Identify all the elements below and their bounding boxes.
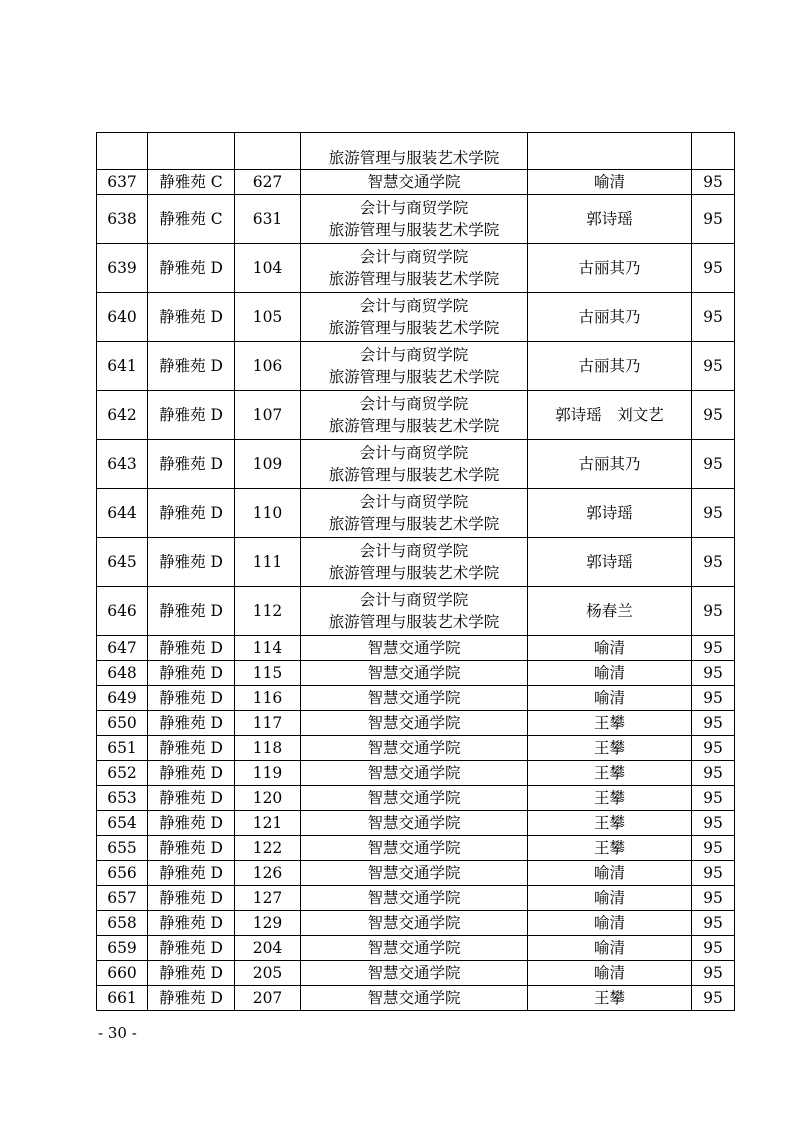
- cell-college: [301, 836, 528, 861]
- college-line: 旅游管理与服装艺术学院: [328, 270, 500, 288]
- cell-college: [301, 936, 528, 961]
- cell-id: 658: [97, 911, 148, 936]
- cell-counselor: 王攀: [528, 761, 692, 786]
- cell-room: 112: [235, 587, 301, 636]
- college-line: 智慧交通学院: [367, 989, 461, 1007]
- cell-counselor: 古丽其乃: [528, 293, 692, 342]
- table-row: [97, 886, 735, 911]
- cell-score: 95: [692, 711, 735, 736]
- cell-counselor: 郭诗瑶: [528, 489, 692, 538]
- cell-counselor: 郭诗瑶 刘文艺: [528, 391, 692, 440]
- cell-id: 652: [97, 761, 148, 786]
- cell-college: [301, 711, 528, 736]
- cell-building: 静雅苑 D: [148, 636, 235, 661]
- cell-score: 95: [692, 195, 735, 244]
- cell-building: 静雅苑 D: [148, 911, 235, 936]
- cell-building: 静雅苑 D: [148, 440, 235, 489]
- dormitory-score-table: [96, 132, 735, 1011]
- cell-room: 114: [235, 636, 301, 661]
- cell-score: 95: [692, 391, 735, 440]
- cell-room: 120: [235, 786, 301, 811]
- cell-college: 旅游管理与服装艺术学院: [301, 133, 528, 170]
- cell-id: 638: [97, 195, 148, 244]
- table-row: [97, 538, 735, 587]
- college-line: 智慧交通学院: [367, 173, 461, 191]
- cell-college: [301, 636, 528, 661]
- college-line: 智慧交通学院: [367, 814, 461, 832]
- cell-building: 静雅苑 D: [148, 936, 235, 961]
- cell-id: 649: [97, 686, 148, 711]
- table-row: [97, 195, 735, 244]
- cell-building: [148, 133, 235, 170]
- college-line: 会计与商贸学院: [359, 591, 469, 609]
- table-row: [97, 587, 735, 636]
- cell-score: 95: [692, 661, 735, 686]
- cell-building: 静雅苑 D: [148, 686, 235, 711]
- cell-college: [301, 811, 528, 836]
- cell-room: 205: [235, 961, 301, 986]
- cell-id: 656: [97, 861, 148, 886]
- cell-building: 静雅苑 C: [148, 170, 235, 195]
- cell-score: 95: [692, 861, 735, 886]
- cell-college: [301, 391, 528, 440]
- cell-id: 651: [97, 736, 148, 761]
- table-row: [97, 986, 735, 1011]
- cell-score: 95: [692, 489, 735, 538]
- college-line: 会计与商贸学院: [359, 542, 469, 560]
- cell-room: 117: [235, 711, 301, 736]
- cell-score: 95: [692, 170, 735, 195]
- table-row: [97, 836, 735, 861]
- college-line: 会计与商贸学院: [359, 395, 469, 413]
- cell-counselor: [528, 133, 692, 170]
- college-line: 智慧交通学院: [367, 739, 461, 757]
- cell-building: 静雅苑 D: [148, 391, 235, 440]
- table-row: [97, 736, 735, 761]
- cell-score: 95: [692, 440, 735, 489]
- cell-score: 95: [692, 961, 735, 986]
- cell-room: 115: [235, 661, 301, 686]
- cell-id: 639: [97, 244, 148, 293]
- college-line: 旅游管理与服装艺术学院: [328, 466, 500, 484]
- cell-id: 640: [97, 293, 148, 342]
- cell-counselor: 郭诗瑶: [528, 538, 692, 587]
- college-line: 旅游管理与服装艺术学院: [328, 613, 500, 631]
- college-line: 会计与商贸学院: [359, 346, 469, 364]
- college-line: 智慧交通学院: [367, 664, 461, 682]
- college-line: 智慧交通学院: [367, 864, 461, 882]
- cell-score: 95: [692, 936, 735, 961]
- cell-room: 127: [235, 886, 301, 911]
- table-row: [97, 761, 735, 786]
- cell-college: [301, 736, 528, 761]
- cell-college: [301, 861, 528, 886]
- cell-score: 95: [692, 986, 735, 1011]
- table-row: [97, 293, 735, 342]
- cell-counselor: 喻清: [528, 886, 692, 911]
- college-line: 智慧交通学院: [367, 714, 461, 732]
- cell-college: [301, 195, 528, 244]
- cell-score: 95: [692, 836, 735, 861]
- cell-id: 644: [97, 489, 148, 538]
- cell-id: 637: [97, 170, 148, 195]
- cell-score: 95: [692, 736, 735, 761]
- cell-id: 654: [97, 811, 148, 836]
- table-row: [97, 440, 735, 489]
- cell-room: 107: [235, 391, 301, 440]
- cell-room: 129: [235, 911, 301, 936]
- college-line: 智慧交通学院: [367, 914, 461, 932]
- cell-id: 648: [97, 661, 148, 686]
- cell-room: 118: [235, 736, 301, 761]
- cell-room: 104: [235, 244, 301, 293]
- table-row: [97, 342, 735, 391]
- cell-room: 116: [235, 686, 301, 711]
- college-line: 会计与商贸学院: [359, 199, 469, 217]
- table-row: [97, 936, 735, 961]
- cell-room: 122: [235, 836, 301, 861]
- college-line: 旅游管理与服装艺术学院: [328, 368, 500, 386]
- table-row: [97, 961, 735, 986]
- table-row: [97, 391, 735, 440]
- cell-building: 静雅苑 D: [148, 811, 235, 836]
- cell-building: 静雅苑 D: [148, 711, 235, 736]
- cell-building: 静雅苑 D: [148, 861, 235, 886]
- college-line: 会计与商贸学院: [359, 248, 469, 266]
- cell-building: 静雅苑 D: [148, 736, 235, 761]
- cell-college: [301, 170, 528, 195]
- table-row: [97, 636, 735, 661]
- cell-college: [301, 342, 528, 391]
- cell-room: 204: [235, 936, 301, 961]
- college-line: 智慧交通学院: [367, 964, 461, 982]
- cell-score: 95: [692, 686, 735, 711]
- college-line: 智慧交通学院: [367, 689, 461, 707]
- cell-score: 95: [692, 244, 735, 293]
- cell-college: [301, 786, 528, 811]
- cell-college: [301, 293, 528, 342]
- college-line: 智慧交通学院: [367, 939, 461, 957]
- cell-score: 95: [692, 761, 735, 786]
- cell-counselor: 喻清: [528, 861, 692, 886]
- college-line: 智慧交通学院: [367, 639, 461, 657]
- cell-room: 111: [235, 538, 301, 587]
- cell-score: 95: [692, 911, 735, 936]
- cell-college: [301, 661, 528, 686]
- cell-id: [97, 133, 148, 170]
- cell-score: 95: [692, 636, 735, 661]
- cell-college: [301, 489, 528, 538]
- cell-room: 105: [235, 293, 301, 342]
- cell-score: 95: [692, 342, 735, 391]
- cell-building: 静雅苑 D: [148, 244, 235, 293]
- cell-college: [301, 440, 528, 489]
- cell-college: [301, 911, 528, 936]
- cell-building: 静雅苑 D: [148, 961, 235, 986]
- college-line: 旅游管理与服装艺术学院: [328, 417, 500, 435]
- cell-building: 静雅苑 C: [148, 195, 235, 244]
- table-row: [97, 711, 735, 736]
- cell-room: 106: [235, 342, 301, 391]
- college-line: 会计与商贸学院: [359, 493, 469, 511]
- cell-building: 静雅苑 D: [148, 761, 235, 786]
- cell-id: 661: [97, 986, 148, 1011]
- cell-id: 655: [97, 836, 148, 861]
- cell-id: 660: [97, 961, 148, 986]
- cell-counselor: 王攀: [528, 811, 692, 836]
- table-row: [97, 861, 735, 886]
- cell-room: 119: [235, 761, 301, 786]
- cell-id: 650: [97, 711, 148, 736]
- cell-building: 静雅苑 D: [148, 587, 235, 636]
- cell-id: 642: [97, 391, 148, 440]
- cell-counselor: 王攀: [528, 711, 692, 736]
- college-line: 智慧交通学院: [367, 789, 461, 807]
- college-line: 旅游管理与服装艺术学院: [328, 564, 500, 582]
- cell-room: 126: [235, 861, 301, 886]
- cell-score: 95: [692, 538, 735, 587]
- cell-counselor: 杨春兰: [528, 587, 692, 636]
- cell-counselor: 郭诗瑶: [528, 195, 692, 244]
- cell-building: 静雅苑 D: [148, 489, 235, 538]
- cell-id: 645: [97, 538, 148, 587]
- college-line: 会计与商贸学院: [359, 444, 469, 462]
- table-row: [97, 244, 735, 293]
- cell-counselor: 喻清: [528, 961, 692, 986]
- cell-id: 647: [97, 636, 148, 661]
- cell-college: [301, 244, 528, 293]
- college-line: 智慧交通学院: [367, 889, 461, 907]
- cell-room: 110: [235, 489, 301, 538]
- cell-score: [692, 133, 735, 170]
- table-row: [97, 811, 735, 836]
- college-line: 智慧交通学院: [367, 839, 461, 857]
- cell-college: [301, 886, 528, 911]
- cell-score: 95: [692, 886, 735, 911]
- college-line: 旅游管理与服装艺术学院: [328, 319, 500, 337]
- table-row: [97, 786, 735, 811]
- cell-college: [301, 587, 528, 636]
- cell-counselor: 喻清: [528, 911, 692, 936]
- cell-id: 641: [97, 342, 148, 391]
- cell-counselor: 古丽其乃: [528, 440, 692, 489]
- cell-counselor: 古丽其乃: [528, 342, 692, 391]
- cell-counselor: 喻清: [528, 936, 692, 961]
- cell-building: 静雅苑 D: [148, 786, 235, 811]
- cell-counselor: 喻清: [528, 686, 692, 711]
- cell-id: 653: [97, 786, 148, 811]
- college-line: 旅游管理与服装艺术学院: [328, 221, 500, 239]
- college-line: 旅游管理与服装艺术学院: [328, 515, 500, 533]
- cell-college: [301, 961, 528, 986]
- cell-building: 静雅苑 D: [148, 886, 235, 911]
- cell-college: [301, 538, 528, 587]
- cell-id: 646: [97, 587, 148, 636]
- college-line: 会计与商贸学院: [359, 297, 469, 315]
- cell-counselor: 王攀: [528, 836, 692, 861]
- cell-building: 静雅苑 D: [148, 836, 235, 861]
- cell-counselor: 王攀: [528, 786, 692, 811]
- cell-room: 627: [235, 170, 301, 195]
- cell-college: [301, 986, 528, 1011]
- cell-room: 109: [235, 440, 301, 489]
- cell-counselor: 王攀: [528, 736, 692, 761]
- page-number: - 30 -: [98, 1024, 137, 1042]
- cell-room: 207: [235, 986, 301, 1011]
- cell-building: 静雅苑 D: [148, 342, 235, 391]
- table-row: [97, 489, 735, 538]
- table-row: [97, 661, 735, 686]
- table-row: [97, 686, 735, 711]
- cell-score: 95: [692, 587, 735, 636]
- cell-score: 95: [692, 811, 735, 836]
- cell-counselor: 喻清: [528, 636, 692, 661]
- cell-score: 95: [692, 786, 735, 811]
- cell-college: [301, 686, 528, 711]
- cell-college: [301, 761, 528, 786]
- cell-score: 95: [692, 293, 735, 342]
- table-row-continued: [97, 133, 735, 170]
- table-row: [97, 911, 735, 936]
- cell-building: 静雅苑 D: [148, 986, 235, 1011]
- cell-id: 643: [97, 440, 148, 489]
- college-line: 智慧交通学院: [367, 764, 461, 782]
- cell-counselor: 喻清: [528, 170, 692, 195]
- cell-counselor: 王攀: [528, 986, 692, 1011]
- cell-room: [235, 133, 301, 170]
- cell-building: 静雅苑 D: [148, 293, 235, 342]
- cell-room: 121: [235, 811, 301, 836]
- cell-room: 631: [235, 195, 301, 244]
- cell-building: 静雅苑 D: [148, 661, 235, 686]
- cell-id: 659: [97, 936, 148, 961]
- table-row: [97, 170, 735, 195]
- cell-counselor: 古丽其乃: [528, 244, 692, 293]
- cell-building: 静雅苑 D: [148, 538, 235, 587]
- cell-id: 657: [97, 886, 148, 911]
- cell-counselor: 喻清: [528, 661, 692, 686]
